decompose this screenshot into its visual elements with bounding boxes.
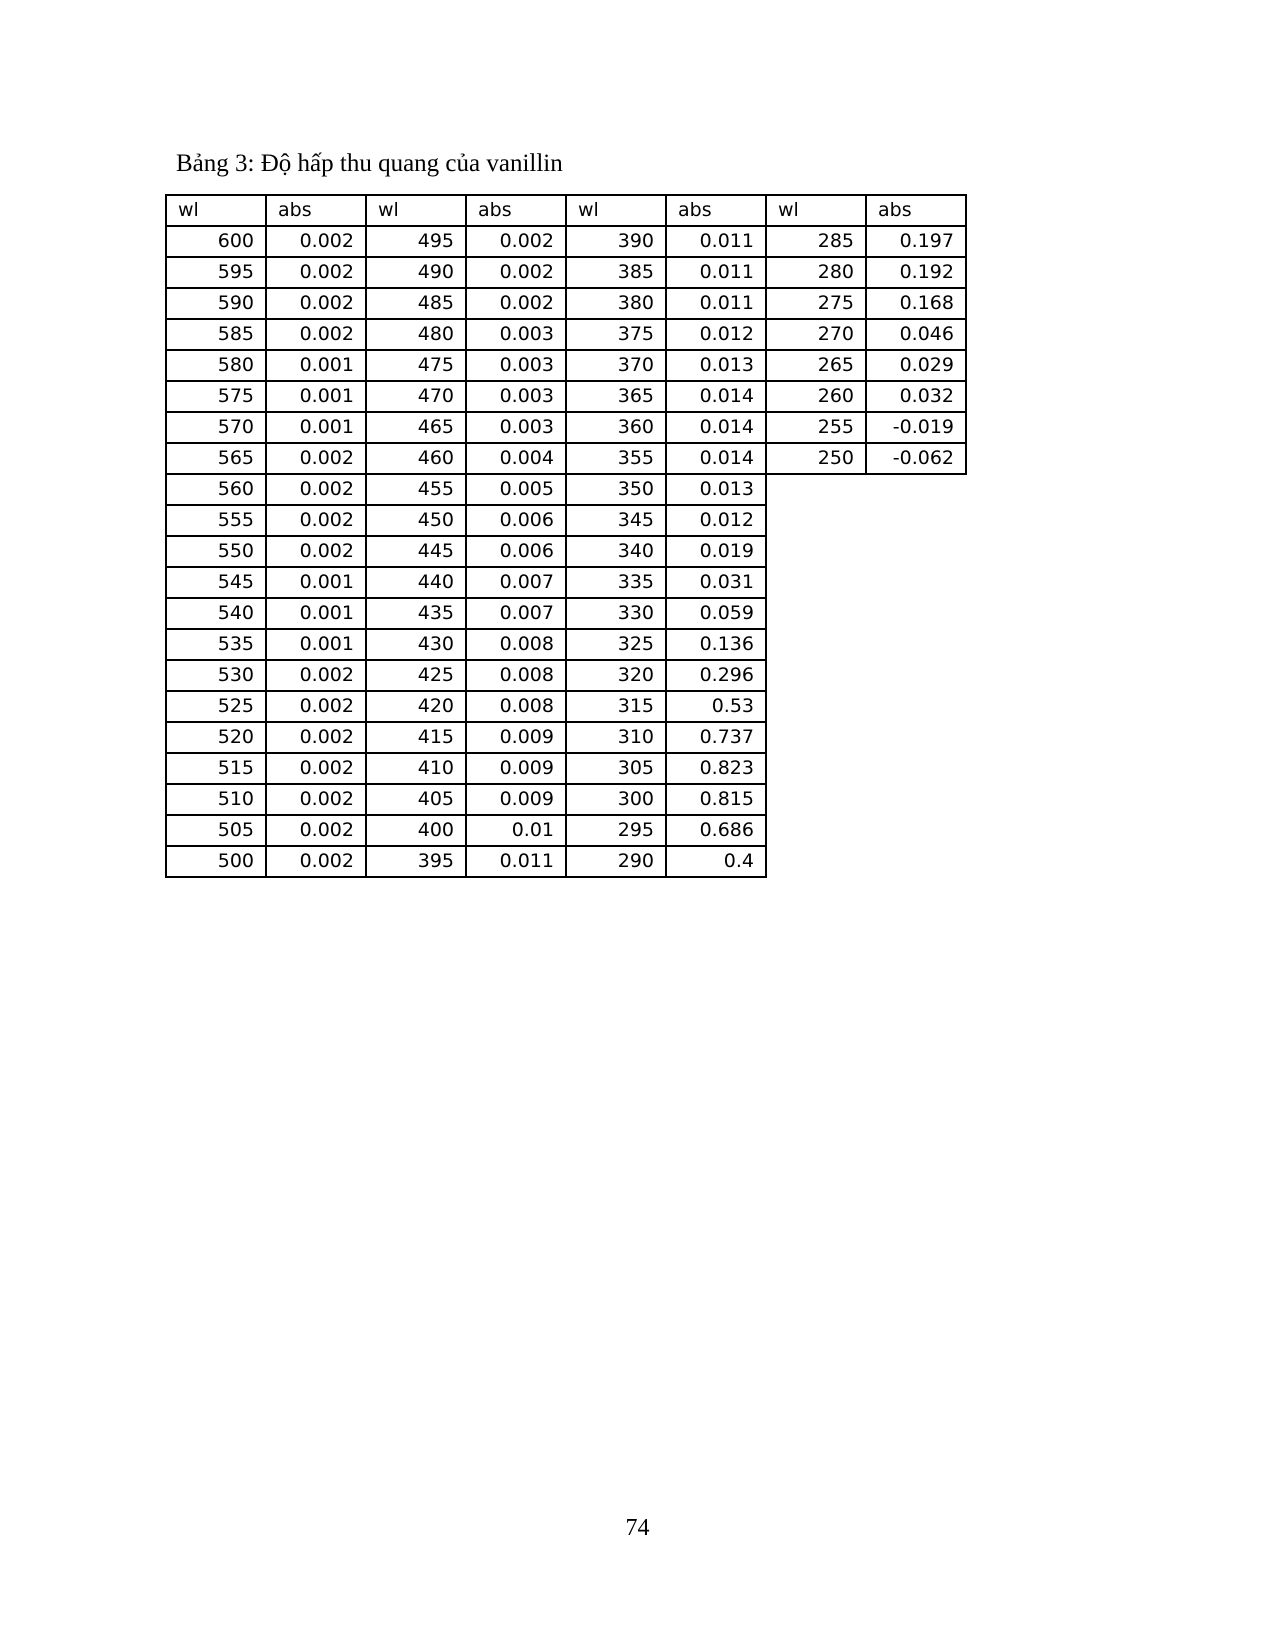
wavelength-cell: 540 xyxy=(166,598,266,629)
table-row xyxy=(166,784,966,815)
absorbance-cell: 0.737 xyxy=(666,722,766,753)
empty-cell xyxy=(766,567,866,598)
wavelength-cell: 340 xyxy=(566,536,666,567)
table-row xyxy=(166,815,966,846)
column-header-abs: abs xyxy=(666,195,766,226)
absorbance-cell: -0.062 xyxy=(866,443,966,474)
wavelength-cell: 330 xyxy=(566,598,666,629)
absorbance-cell: -0.019 xyxy=(866,412,966,443)
empty-cell xyxy=(766,846,866,877)
column-header-wl: wl xyxy=(166,195,266,226)
wavelength-cell: 580 xyxy=(166,350,266,381)
wavelength-cell: 280 xyxy=(766,257,866,288)
table-row xyxy=(166,629,966,660)
absorbance-cell: 0.002 xyxy=(466,288,566,319)
absorbance-cell: 0.001 xyxy=(266,629,366,660)
absorbance-cell: 0.003 xyxy=(466,350,566,381)
column-header-wl: wl xyxy=(566,195,666,226)
empty-cell xyxy=(766,536,866,567)
wavelength-cell: 265 xyxy=(766,350,866,381)
wavelength-cell: 255 xyxy=(766,412,866,443)
empty-cell xyxy=(766,691,866,722)
empty-cell xyxy=(866,474,966,505)
table-row xyxy=(166,257,966,288)
absorbance-cell: 0.008 xyxy=(466,629,566,660)
wavelength-cell: 500 xyxy=(166,846,266,877)
absorbance-cell: 0.001 xyxy=(266,598,366,629)
wavelength-cell: 410 xyxy=(366,753,466,784)
empty-cell xyxy=(866,753,966,784)
wavelength-cell: 590 xyxy=(166,288,266,319)
empty-cell xyxy=(866,784,966,815)
absorbance-cell: 0.014 xyxy=(666,443,766,474)
wavelength-cell: 390 xyxy=(566,226,666,257)
absorbance-cell: 0.815 xyxy=(666,784,766,815)
absorbance-cell: 0.002 xyxy=(466,226,566,257)
absorbance-cell: 0.001 xyxy=(266,567,366,598)
absorbance-cell: 0.014 xyxy=(666,412,766,443)
wavelength-cell: 585 xyxy=(166,319,266,350)
wavelength-cell: 290 xyxy=(566,846,666,877)
wavelength-cell: 530 xyxy=(166,660,266,691)
wavelength-cell: 575 xyxy=(166,381,266,412)
wavelength-cell: 360 xyxy=(566,412,666,443)
table-row xyxy=(166,350,966,381)
wavelength-cell: 295 xyxy=(566,815,666,846)
empty-cell xyxy=(766,722,866,753)
empty-cell xyxy=(866,846,966,877)
empty-cell xyxy=(866,660,966,691)
absorbance-cell: 0.002 xyxy=(266,753,366,784)
wavelength-cell: 405 xyxy=(366,784,466,815)
wavelength-cell: 395 xyxy=(366,846,466,877)
wavelength-cell: 565 xyxy=(166,443,266,474)
empty-cell xyxy=(766,474,866,505)
absorbance-cell: 0.002 xyxy=(266,536,366,567)
column-header-wl: wl xyxy=(366,195,466,226)
absorbance-cell: 0.003 xyxy=(466,319,566,350)
absorbance-cell: 0.019 xyxy=(666,536,766,567)
absorbance-cell: 0.001 xyxy=(266,350,366,381)
empty-cell xyxy=(766,505,866,536)
table-row xyxy=(166,567,966,598)
absorbance-cell: 0.014 xyxy=(666,381,766,412)
wavelength-cell: 505 xyxy=(166,815,266,846)
empty-cell xyxy=(866,598,966,629)
wavelength-cell: 335 xyxy=(566,567,666,598)
wavelength-cell: 370 xyxy=(566,350,666,381)
absorbance-cell: 0.002 xyxy=(266,443,366,474)
wavelength-cell: 250 xyxy=(766,443,866,474)
absorbance-cell: 0.001 xyxy=(266,412,366,443)
wavelength-cell: 385 xyxy=(566,257,666,288)
table-row xyxy=(166,660,966,691)
absorbance-cell: 0.002 xyxy=(266,505,366,536)
absorbance-cell: 0.002 xyxy=(266,660,366,691)
table-row xyxy=(166,412,966,443)
wavelength-cell: 510 xyxy=(166,784,266,815)
table-row xyxy=(166,598,966,629)
absorbance-cell: 0.002 xyxy=(266,226,366,257)
table-caption: Bảng 3: Độ hấp thu quang của vanillin xyxy=(176,150,563,177)
wavelength-cell: 430 xyxy=(366,629,466,660)
empty-cell xyxy=(866,815,966,846)
absorbance-cell: 0.823 xyxy=(666,753,766,784)
absorbance-cell: 0.029 xyxy=(866,350,966,381)
wavelength-cell: 435 xyxy=(366,598,466,629)
table-row xyxy=(166,288,966,319)
table-row xyxy=(166,536,966,567)
wavelength-cell: 400 xyxy=(366,815,466,846)
column-header-abs: abs xyxy=(466,195,566,226)
absorbance-cell: 0.008 xyxy=(466,691,566,722)
absorbance-cell: 0.006 xyxy=(466,505,566,536)
wavelength-cell: 415 xyxy=(366,722,466,753)
absorbance-cell: 0.4 xyxy=(666,846,766,877)
wavelength-cell: 425 xyxy=(366,660,466,691)
wavelength-cell: 470 xyxy=(366,381,466,412)
absorbance-cell: 0.168 xyxy=(866,288,966,319)
table-row xyxy=(166,443,966,474)
wavelength-cell: 275 xyxy=(766,288,866,319)
absorbance-cell: 0.011 xyxy=(666,226,766,257)
wavelength-cell: 380 xyxy=(566,288,666,319)
table-row xyxy=(166,691,966,722)
table-row xyxy=(166,226,966,257)
empty-cell xyxy=(866,536,966,567)
empty-cell xyxy=(766,753,866,784)
wavelength-cell: 260 xyxy=(766,381,866,412)
absorbance-cell: 0.011 xyxy=(466,846,566,877)
wavelength-cell: 480 xyxy=(366,319,466,350)
wavelength-cell: 560 xyxy=(166,474,266,505)
table-row xyxy=(166,846,966,877)
wavelength-cell: 485 xyxy=(366,288,466,319)
absorbance-cell: 0.011 xyxy=(666,257,766,288)
empty-cell xyxy=(866,722,966,753)
absorbance-cell: 0.003 xyxy=(466,381,566,412)
wavelength-cell: 310 xyxy=(566,722,666,753)
wavelength-cell: 520 xyxy=(166,722,266,753)
absorbance-cell: 0.059 xyxy=(666,598,766,629)
wavelength-cell: 440 xyxy=(366,567,466,598)
wavelength-cell: 305 xyxy=(566,753,666,784)
absorbance-cell: 0.002 xyxy=(266,815,366,846)
wavelength-cell: 375 xyxy=(566,319,666,350)
absorbance-cell: 0.003 xyxy=(466,412,566,443)
absorbance-cell: 0.002 xyxy=(266,691,366,722)
wavelength-cell: 350 xyxy=(566,474,666,505)
absorbance-cell: 0.002 xyxy=(266,319,366,350)
wavelength-cell: 475 xyxy=(366,350,466,381)
absorbance-cell: 0.011 xyxy=(666,288,766,319)
wavelength-cell: 455 xyxy=(366,474,466,505)
absorbance-cell: 0.008 xyxy=(466,660,566,691)
absorbance-cell: 0.001 xyxy=(266,381,366,412)
absorbance-cell: 0.012 xyxy=(666,319,766,350)
wavelength-cell: 495 xyxy=(366,226,466,257)
absorbance-cell: 0.686 xyxy=(666,815,766,846)
wavelength-cell: 445 xyxy=(366,536,466,567)
column-header-abs: abs xyxy=(866,195,966,226)
wavelength-cell: 420 xyxy=(366,691,466,722)
page-number: 74 xyxy=(625,1515,650,1541)
absorbance-cell: 0.002 xyxy=(466,257,566,288)
wavelength-cell: 325 xyxy=(566,629,666,660)
wavelength-cell: 355 xyxy=(566,443,666,474)
table-header-row xyxy=(166,195,966,226)
wavelength-cell: 315 xyxy=(566,691,666,722)
table-row xyxy=(166,505,966,536)
empty-cell xyxy=(866,691,966,722)
wavelength-cell: 345 xyxy=(566,505,666,536)
absorbance-cell: 0.002 xyxy=(266,257,366,288)
absorbance-cell: 0.53 xyxy=(666,691,766,722)
absorbance-table xyxy=(165,194,967,878)
wavelength-cell: 300 xyxy=(566,784,666,815)
wavelength-cell: 465 xyxy=(366,412,466,443)
absorbance-cell: 0.296 xyxy=(666,660,766,691)
table-row xyxy=(166,474,966,505)
wavelength-cell: 595 xyxy=(166,257,266,288)
empty-cell xyxy=(766,629,866,660)
wavelength-cell: 570 xyxy=(166,412,266,443)
table-row xyxy=(166,381,966,412)
absorbance-cell: 0.002 xyxy=(266,722,366,753)
empty-cell xyxy=(766,815,866,846)
empty-cell xyxy=(866,567,966,598)
absorbance-cell: 0.013 xyxy=(666,350,766,381)
wavelength-cell: 285 xyxy=(766,226,866,257)
wavelength-cell: 545 xyxy=(166,567,266,598)
column-header-wl: wl xyxy=(766,195,866,226)
absorbance-cell: 0.046 xyxy=(866,319,966,350)
column-header-abs: abs xyxy=(266,195,366,226)
wavelength-cell: 365 xyxy=(566,381,666,412)
absorbance-cell: 0.032 xyxy=(866,381,966,412)
absorbance-cell: 0.031 xyxy=(666,567,766,598)
absorbance-table-body xyxy=(166,195,966,877)
empty-cell xyxy=(866,629,966,660)
wavelength-cell: 515 xyxy=(166,753,266,784)
empty-cell xyxy=(766,784,866,815)
absorbance-cell: 0.007 xyxy=(466,567,566,598)
absorbance-cell: 0.013 xyxy=(666,474,766,505)
empty-cell xyxy=(766,598,866,629)
wavelength-cell: 450 xyxy=(366,505,466,536)
absorbance-cell: 0.012 xyxy=(666,505,766,536)
absorbance-cell: 0.136 xyxy=(666,629,766,660)
absorbance-cell: 0.006 xyxy=(466,536,566,567)
wavelength-cell: 525 xyxy=(166,691,266,722)
wavelength-cell: 270 xyxy=(766,319,866,350)
absorbance-cell: 0.01 xyxy=(466,815,566,846)
wavelength-cell: 535 xyxy=(166,629,266,660)
absorbance-cell: 0.009 xyxy=(466,753,566,784)
absorbance-cell: 0.005 xyxy=(466,474,566,505)
wavelength-cell: 550 xyxy=(166,536,266,567)
absorbance-cell: 0.007 xyxy=(466,598,566,629)
absorbance-cell: 0.197 xyxy=(866,226,966,257)
table-row xyxy=(166,319,966,350)
absorbance-cell: 0.004 xyxy=(466,443,566,474)
empty-cell xyxy=(866,505,966,536)
table-row xyxy=(166,722,966,753)
absorbance-cell: 0.192 xyxy=(866,257,966,288)
wavelength-cell: 490 xyxy=(366,257,466,288)
wavelength-cell: 600 xyxy=(166,226,266,257)
absorbance-cell: 0.009 xyxy=(466,784,566,815)
absorbance-cell: 0.002 xyxy=(266,784,366,815)
empty-cell xyxy=(766,660,866,691)
absorbance-cell: 0.002 xyxy=(266,846,366,877)
absorbance-cell: 0.009 xyxy=(466,722,566,753)
absorbance-cell: 0.002 xyxy=(266,474,366,505)
table-row xyxy=(166,753,966,784)
absorbance-cell: 0.002 xyxy=(266,288,366,319)
wavelength-cell: 320 xyxy=(566,660,666,691)
wavelength-cell: 555 xyxy=(166,505,266,536)
wavelength-cell: 460 xyxy=(366,443,466,474)
